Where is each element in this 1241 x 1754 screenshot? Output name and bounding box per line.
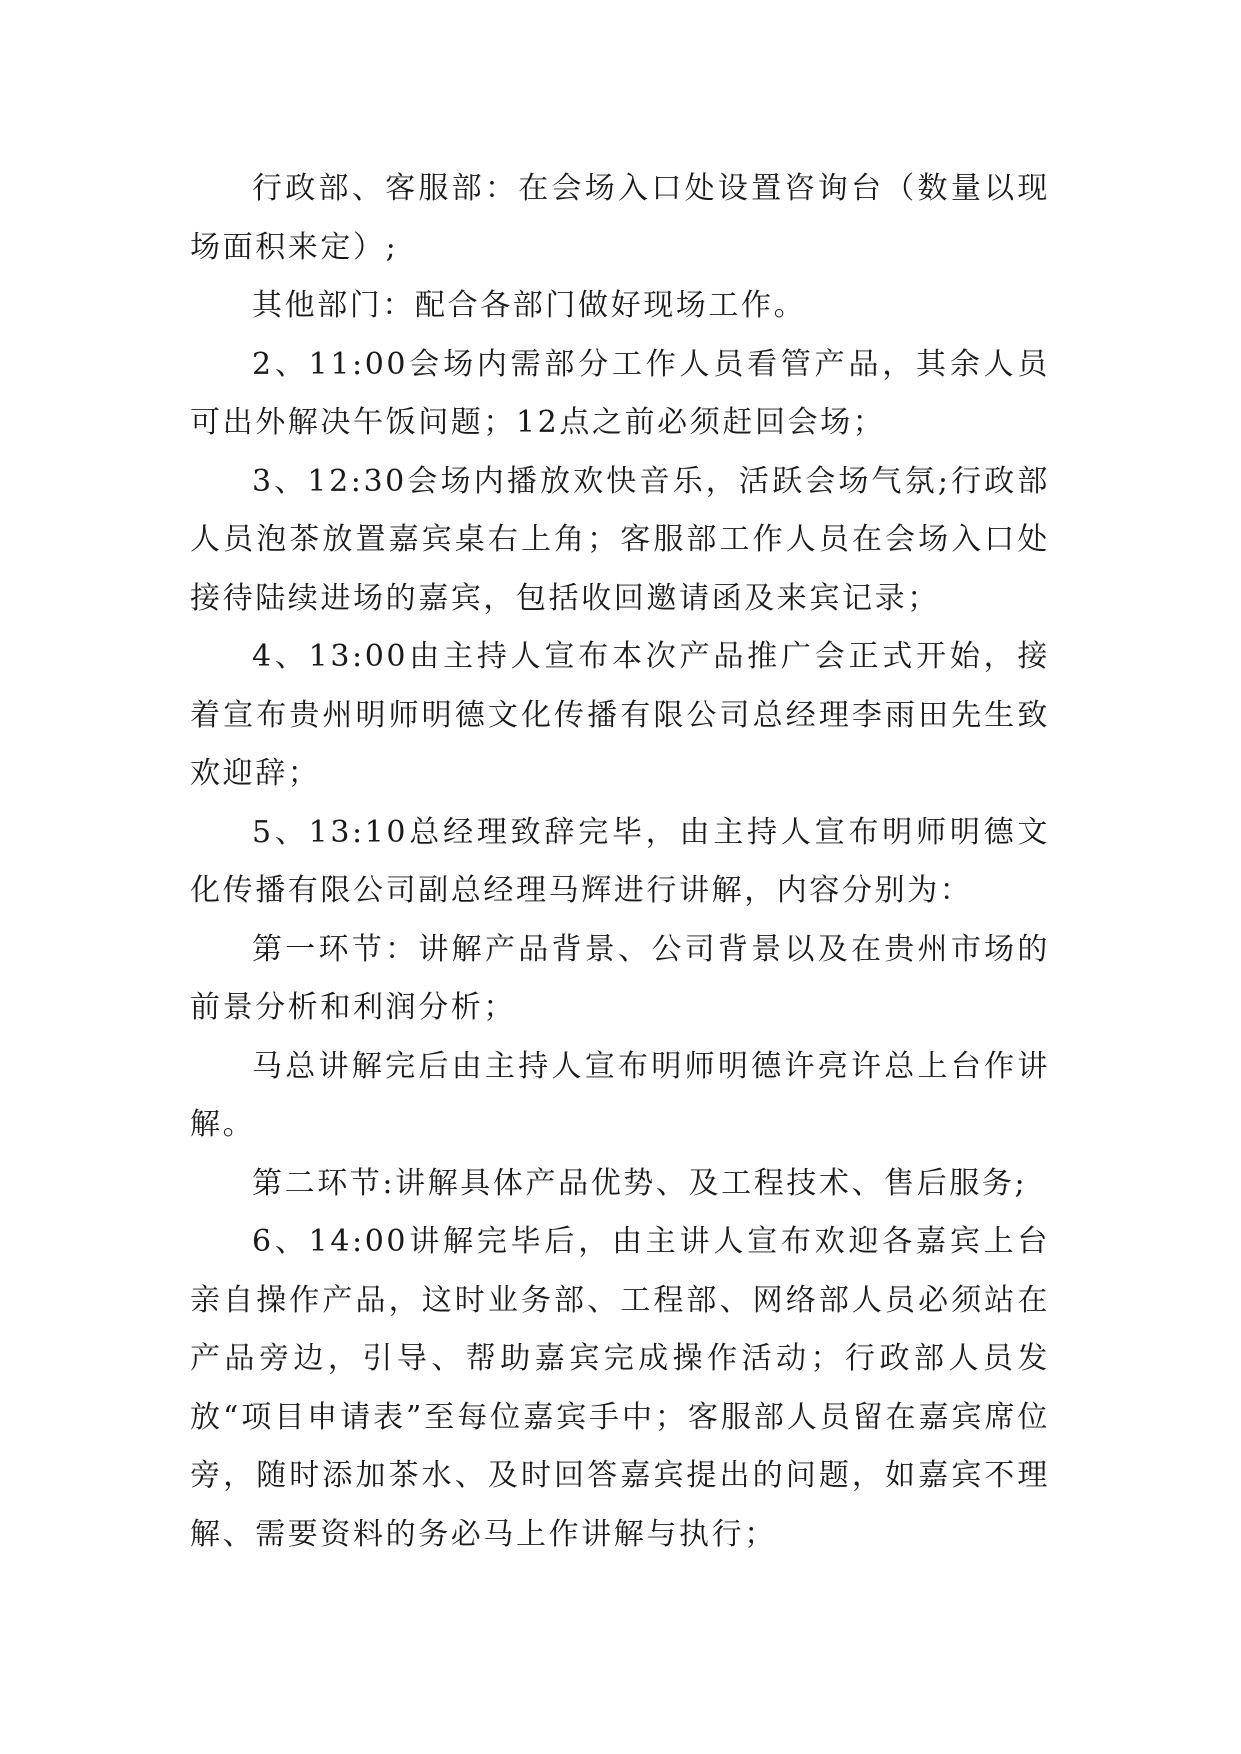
paragraph: 马总讲解完后由主持人宣布明师明德许亮许总上台作讲解。 (190, 1048, 1050, 1142)
paragraph: 2、11:00会场内需部分工作人员看管产品，其余人员可出外解决午饭问题；12点之前必须赶回会场； (190, 346, 1050, 440)
paragraph: 5、13:10总经理致辞完毕，由主持人宣布明师明德文化传播有限公司副总经理马辉进行讲解，内容分别为： (190, 814, 1050, 908)
paragraph: 第二环节:讲解具体产品优势、及工程技术、售后服务; (252, 1165, 1028, 1201)
paragraph: 3、12:30会场内播放欢快音乐，活跃会场气氛;行政部人员泡茶放置嘉宾桌右上角；客服部工作人员在会场入口处接待陆续进场的嘉宾，包括收回邀请函及来宾记录； (190, 463, 1050, 616)
paragraph: 第一环节：讲解产品背景、公司背景以及在贵州市场的前景分析和利润分析； (190, 931, 1050, 1025)
paragraph: 4、13:00由主持人宣布本次产品推广会正式开始，接着宣布贵州明师明德文化传播有限公司总经理李雨田先生致欢迎辞； (190, 639, 1050, 791)
paragraph: 6、14:00讲解完毕后，由主讲人宣布欢迎各嘉宾上台亲自操作产品，这时业务部、工程部、网络部人员必须站在产品旁边，引导、帮助嘉宾完成操作活动；行政部人员发放“项目申请表”至每位嘉宾手中；客服部人员留在嘉宾席位旁，随时添加茶水、及时回答嘉宾提出的问题，如嘉宾不理解、需要资料的务必马上作讲解与执行； (190, 1224, 1050, 1552)
paragraph: 其他部门：配合各部门做好现场工作。 (252, 288, 807, 323)
document-body (190, 160, 1050, 1564)
paragraph: 行政部、客服部：在会场入口处设置咨询台（数量以现场面积来定）; (190, 171, 1050, 265)
